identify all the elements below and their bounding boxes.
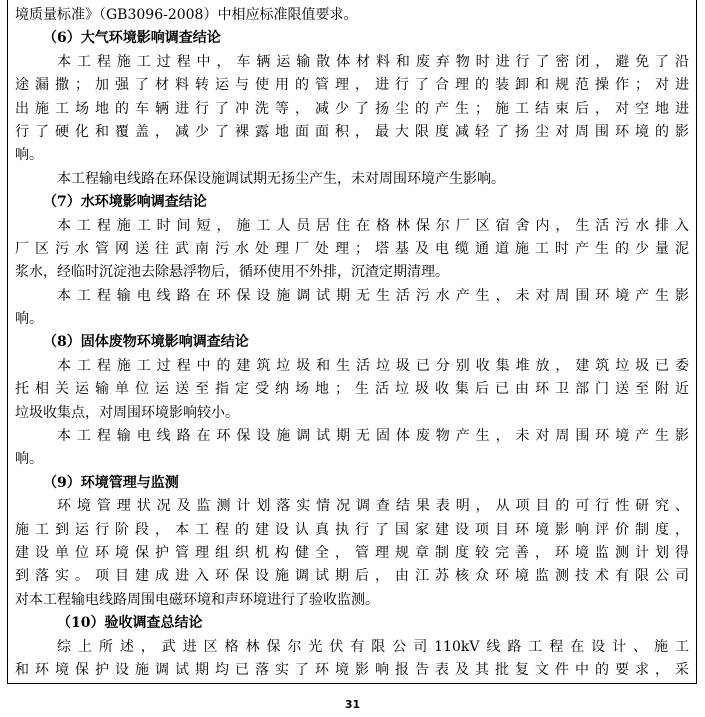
text-line: 本工程施工过程中，车辆运输散体材料和废弃物时进行了密闭，避免了沿 — [57, 53, 689, 70]
text-line: 途漏撒；加强了材料转运与使用的管理，进行了合理的装卸和规范操作；对进 — [15, 77, 689, 94]
text-line: 本工程输电线路在环保设施调试期无固体废物产生，未对周围环境产生影 — [57, 428, 689, 445]
text-line: 环境管理状况及监测计划落实情况调查结果表明，从项目的可行性研究、 — [57, 498, 689, 515]
text-line: 行了硬化和覆盖，减少了裸露地面面积，最大限度减轻了扬尘对周围环境的影 — [15, 123, 689, 140]
text-line: 响。 — [15, 311, 43, 328]
text-line: 本工程施工过程中的建筑垃圾和生活垃圾已分别收集堆放，建筑垃圾已委 — [57, 357, 689, 374]
text-line: 和环境保护设施调试期均已落实了环境影响报告表及其批复文件中的要求，采 — [15, 661, 689, 678]
text-line: 对本工程输电线路周围电磁环境和声环境进行了验收监测。 — [15, 591, 379, 608]
text-line: 托相关运输单位运送至指定受纳场地；生活垃圾收集后已由环卫部门送至附近 — [15, 381, 689, 398]
text-line: 建设单位环境保护管理组织机构健全，管理规章制度较完善，环境监测计划得 — [15, 544, 689, 561]
text-line: 到落实。项目建成进入环保设施调试期后，由江苏核众环境监测技术有限公司 — [15, 568, 689, 585]
text-line: 施工到运行阶段，本工程的建设认真执行了国家建设项目环境影响评价制度， — [15, 521, 689, 538]
text-line: 厂区污水管网送往武南污水处理厂处理；塔基及电缆通道施工时产生的少量泥 — [15, 240, 689, 257]
document-body — [15, 4, 689, 682]
text-line: 垃圾收集点，对周围环境影响较小。 — [15, 404, 239, 421]
section-heading: （7）水环境影响调查结论 — [43, 194, 207, 211]
text-line: 本工程输电线路在环保设施调试期无扬尘产生，未对周围环境产生影响。 — [57, 170, 505, 187]
section-heading: （6）大气环境影响调查结论 — [43, 30, 221, 47]
text-line: 响。 — [15, 147, 43, 164]
text-line: 本工程输电线路在环保设施调试期无生活污水产生，未对周围环境产生影 — [57, 287, 689, 304]
text-line: 出施工场地的车辆进行了冲洗等，减少了扬尘的产生；施工结束后，对空地进 — [15, 100, 689, 117]
section-heading: （9）环境管理与监测 — [43, 474, 179, 491]
page-number: 31 — [344, 698, 361, 711]
section-heading: （10）验收调查总结论 — [57, 615, 203, 632]
section-heading: （8）固体废物环境影响调查结论 — [43, 334, 249, 351]
text-line: 境质量标准》（GB3096-2008）中相应标准限值要求。 — [15, 7, 358, 23]
text-line: 本工程施工时间短，施工人员居住在格林保尔厂区宿舍内，生活污水排入 — [57, 217, 689, 234]
text-line: 综上所述，武进区格林保尔光伏有限公司110kV线路工程在设计、施工 — [57, 638, 689, 655]
text-line: 响。 — [15, 451, 43, 468]
text-line: 浆水，经临时沉淀池去除悬浮物后，循环使用不外排，沉渣定期清理。 — [15, 264, 449, 281]
